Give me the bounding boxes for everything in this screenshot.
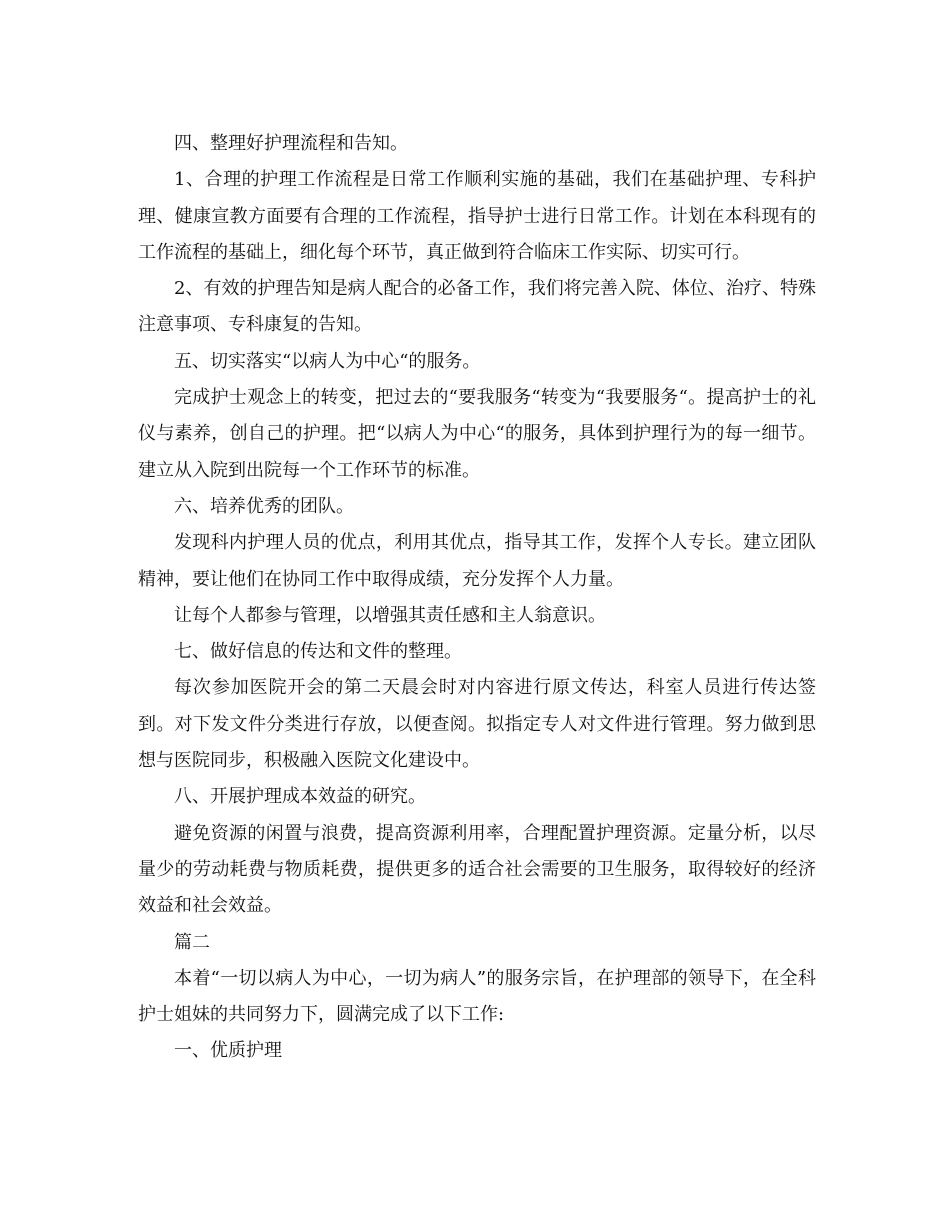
section-heading-5: 五、切实落实“以病人为中心“的服务。 bbox=[174, 350, 481, 372]
paragraph-notification: 2、有效的护理告知是病人配合的必备工作，我们将完善入院、体位、治疗、特殊注意事项、专科康复的告知。 bbox=[138, 278, 816, 336]
paragraph-participation: 让每个人都参与管理，以增强其责任感和主人翁意识。 bbox=[174, 604, 606, 626]
section-heading-6: 六、培养优秀的团队。 bbox=[174, 495, 354, 517]
paragraph-cost-benefit: 避免资源的闲置与浪费，提高资源利用率，合理配置护理资源。定量分析，以尽量少的劳动耗费与物质耗费，提供更多的适合社会需要的卫生服务，取得较好的经济效益和社会效益。 bbox=[138, 822, 816, 917]
document-body bbox=[138, 126, 816, 1070]
paragraph-team: 发现科内护理人员的优点，利用其优点，指导其工作，发挥个人专长。建立团队精神，要让他们在协同工作中取得成绩，充分发挥个人力量。 bbox=[138, 532, 816, 590]
paragraph-purpose: 本着“一切以病人为中心，一切为病人”的服务宗旨，在护理部的领导下，在全科护士姐妹的共同努力下，圆满完成了以下工作: bbox=[138, 967, 816, 1026]
section-heading-1: 一、优质护理 bbox=[174, 1040, 282, 1062]
section-heading-8: 八、开展护理成本效益的研究。 bbox=[174, 786, 426, 808]
paragraph-service: 完成护士观念上的转变，把过去的“要我服务“转变为“我要服务“。提高护士的礼仪与素养，创自己的护理。把“以病人为中心“的服务，具体到护理行为的每一细节。建立从入院到出院每一个工作环节的标准。 bbox=[138, 387, 816, 481]
paragraph-workflow: 1、合理的护理工作流程是日常工作顺利实施的基础，我们在基础护理、专科护理、健康宣教方面要有合理的工作流程，指导护士进行日常工作。计划在本科现有的工作流程的基础上，细化每个环节，真正做到符合临床工作实际、切实可行。 bbox=[138, 169, 816, 263]
section-heading-7: 七、做好信息的传达和文件的整理。 bbox=[174, 641, 462, 663]
section-heading-4: 四、整理好护理流程和告知。 bbox=[174, 133, 408, 154]
paragraph-information: 每次参加医院开会的第二天晨会时对内容进行原文传达，科室人员进行传达签到。对下发文件分类进行存放，以便查阅。拟指定专人对文件进行管理。努力做到思想与医院同步，积极融入医院文化建设中。 bbox=[138, 677, 816, 772]
part-two-heading: 篇二 bbox=[174, 931, 210, 953]
